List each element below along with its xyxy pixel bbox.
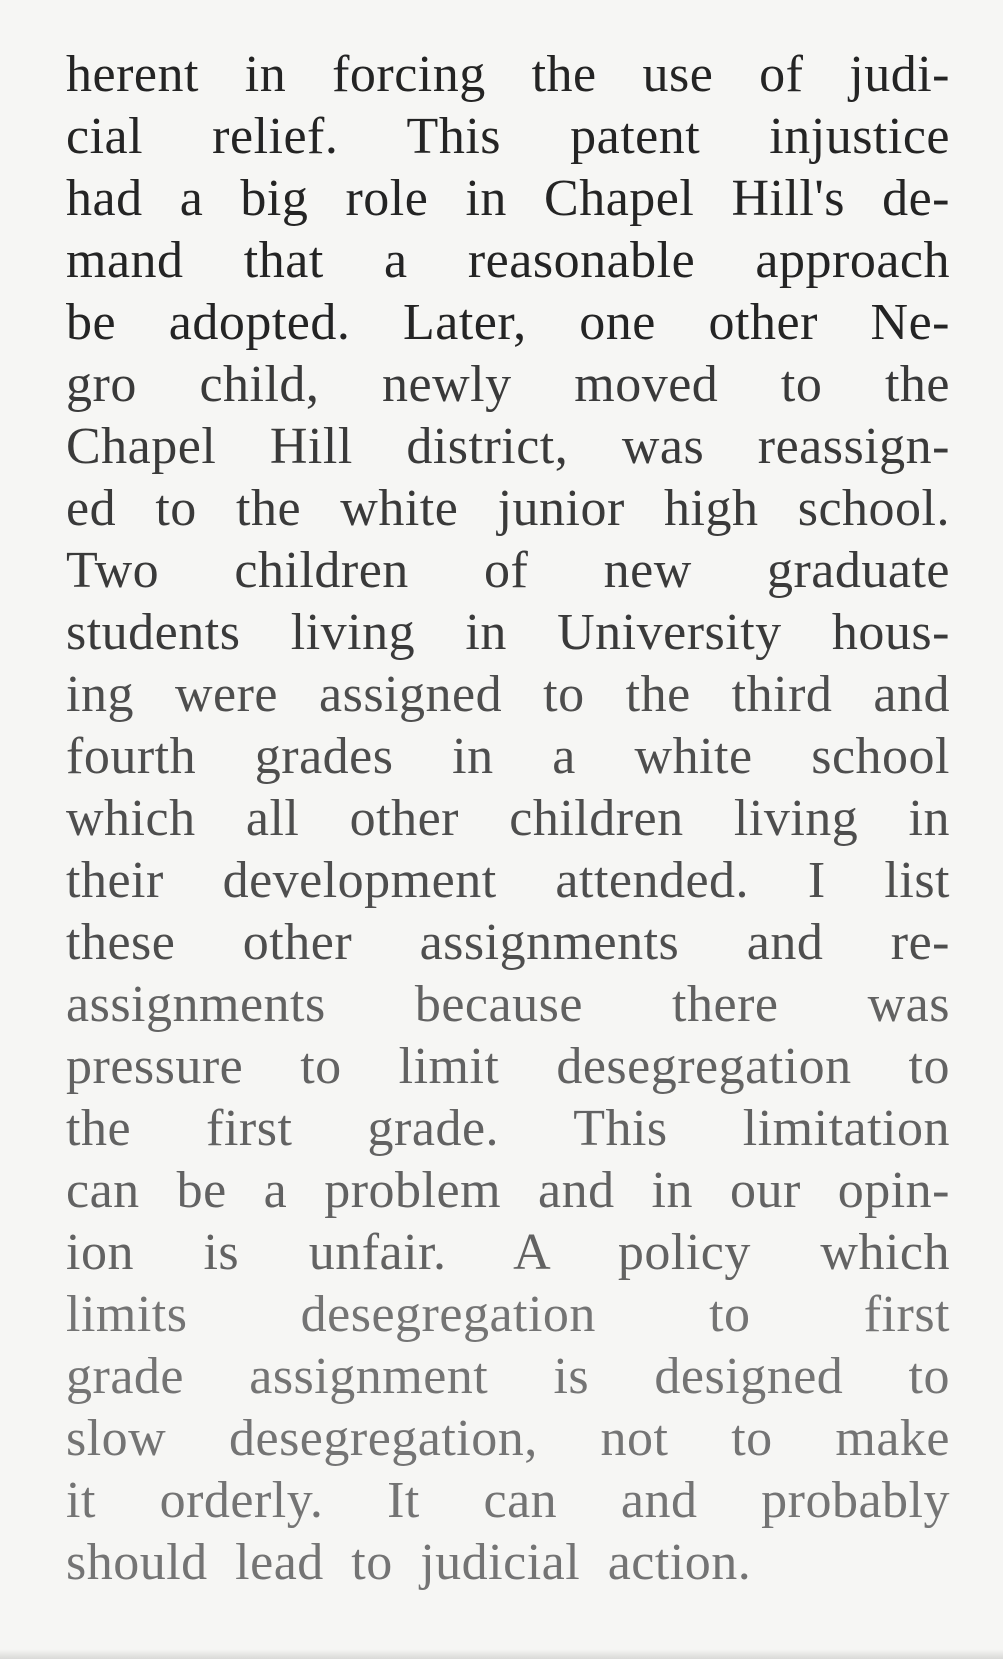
article-line: the first grade. This limitation [66, 1100, 950, 1157]
article-line: which all other children living in [66, 790, 950, 847]
article-line: their development attended. I list [66, 852, 950, 909]
article-line: assignments because there was [66, 976, 950, 1033]
article-line: ion is unfair. A policy which [66, 1224, 950, 1281]
article-line: fourth grades in a white school [66, 728, 950, 785]
clipping-edge [0, 1649, 1003, 1659]
article-line: be adopted. Later, one other Ne- [66, 294, 950, 351]
article-line: Two children of new graduate [66, 542, 950, 599]
article-line: grade assignment is designed to [66, 1348, 950, 1405]
article-line: limits desegregation to first [66, 1286, 950, 1343]
article-line: Chapel Hill district, was reassign- [66, 418, 950, 475]
article-line: ed to the white junior high school. [66, 480, 950, 537]
article-line: slow desegregation, not to make [66, 1410, 950, 1467]
article-line: had a big role in Chapel Hill's de- [66, 170, 950, 227]
article-line: herent in forcing the use of judi- [66, 46, 950, 103]
article-line: these other assignments and re- [66, 914, 950, 971]
article-line: mand that a reasonable approach [66, 232, 950, 289]
article-line: it orderly. It can and probably [66, 1472, 950, 1529]
article-line: gro child, newly moved to the [66, 356, 950, 413]
article-line: students living in University hous- [66, 604, 950, 661]
article-line: pressure to limit desegregation to [66, 1038, 950, 1095]
article-line: can be a problem and in our opin- [66, 1162, 950, 1219]
article-line: should lead to judicial action. [66, 1534, 752, 1591]
article-line: ing were assigned to the third and [66, 666, 950, 723]
article-column [66, 44, 950, 1594]
article-line: cial relief. This patent injustice [66, 108, 950, 165]
